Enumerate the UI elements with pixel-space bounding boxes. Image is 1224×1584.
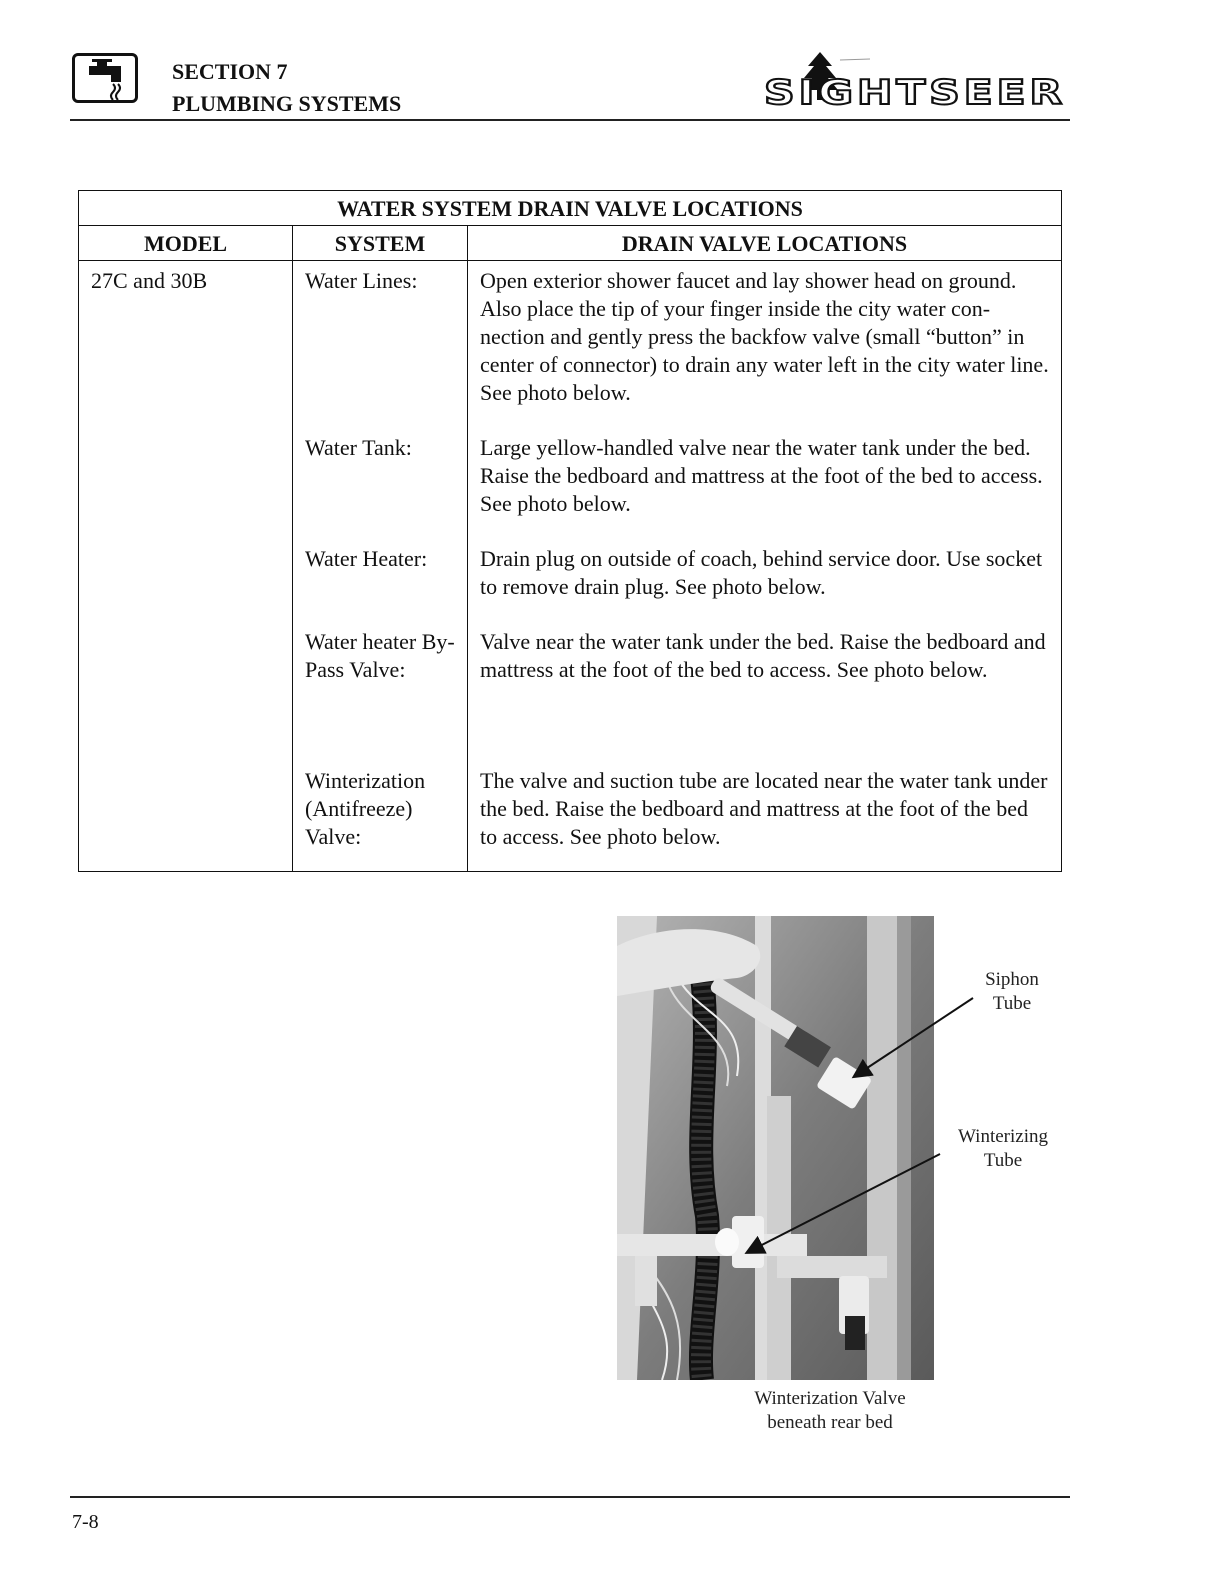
header-divider [70,119,1070,121]
winterization-valve-photo [617,916,934,1380]
caption-line1: Winterization Valve [754,1388,906,1409]
system-water-tank: Water Tank: [305,435,412,460]
system-bypass-valve: Water heater By-Pass Valve: [305,629,455,682]
section-subtitle: PLUMBING SYSTEMS [172,91,402,116]
location-water-lines: Open exterior shower faucet and lay shower head on ground. Also place the tip of your finger inside the city water con-nection and gently press the backfow valve (small “button” in center of connector) to drain any water left in the city water line. See photo below. [480,268,1049,405]
winterizing-label-line1: Winterizing [958,1126,1048,1147]
location-water-tank: Large yellow-handled valve near the water tank under the bed. Raise the bedboard and mattress at the foot of the bed to access. See photo below. [480,435,1043,516]
faucet-icon [72,53,138,103]
table-title: WATER SYSTEM DRAIN VALVE LOCATIONS [79,191,1062,226]
logo-wordmark: SIGHTSEER [764,73,1066,110]
sightseer-logo [760,50,1072,110]
location-water-heater: Drain plug on outside of coach, behind service door. Use socket to remove drain plug. See photo below. [480,546,1043,599]
section-heading [172,56,401,120]
siphon-label-line2: Tube [992,993,1032,1014]
column-header-system: SYSTEM [293,226,468,261]
column-header-model: MODEL [79,226,293,261]
system-water-heater: Water Heater: [305,546,428,571]
photo-caption [700,1387,960,1435]
table-header-row [79,226,1062,261]
footer-divider [70,1496,1070,1498]
section-number: SECTION 7 [172,59,288,84]
page-number: 7-8 [72,1511,99,1533]
system-water-lines: Water Lines: [305,268,418,293]
model-value: 27C and 30B [91,268,208,293]
table-row [79,261,1062,872]
location-winterization-valve: The valve and suction tube are located near the water tank under the bed. Raise the bedboard and mattress at the foot of the bed to access. See photo below. [480,768,1048,849]
caption-line2: beneath rear bed [767,1412,893,1433]
winterizing-tube-label [948,1125,1058,1173]
location-bypass-valve: Valve near the water tank under the bed. Raise the bedboard and mattress at the foot of the bed to access. See photo below. [480,629,1046,682]
system-winterization-valve: Winterization (Antifreeze) Valve: [305,768,426,849]
column-header-locations: DRAIN VALVE LOCATIONS [468,226,1062,261]
siphon-label-line1: Siphon [985,969,1039,990]
winterizing-label-line2: Tube [983,1150,1023,1171]
model-cell [79,261,293,872]
siphon-tube-label [972,968,1052,1016]
location-cell [468,261,1062,872]
system-cell [293,261,468,872]
drain-valve-table [78,190,1062,872]
